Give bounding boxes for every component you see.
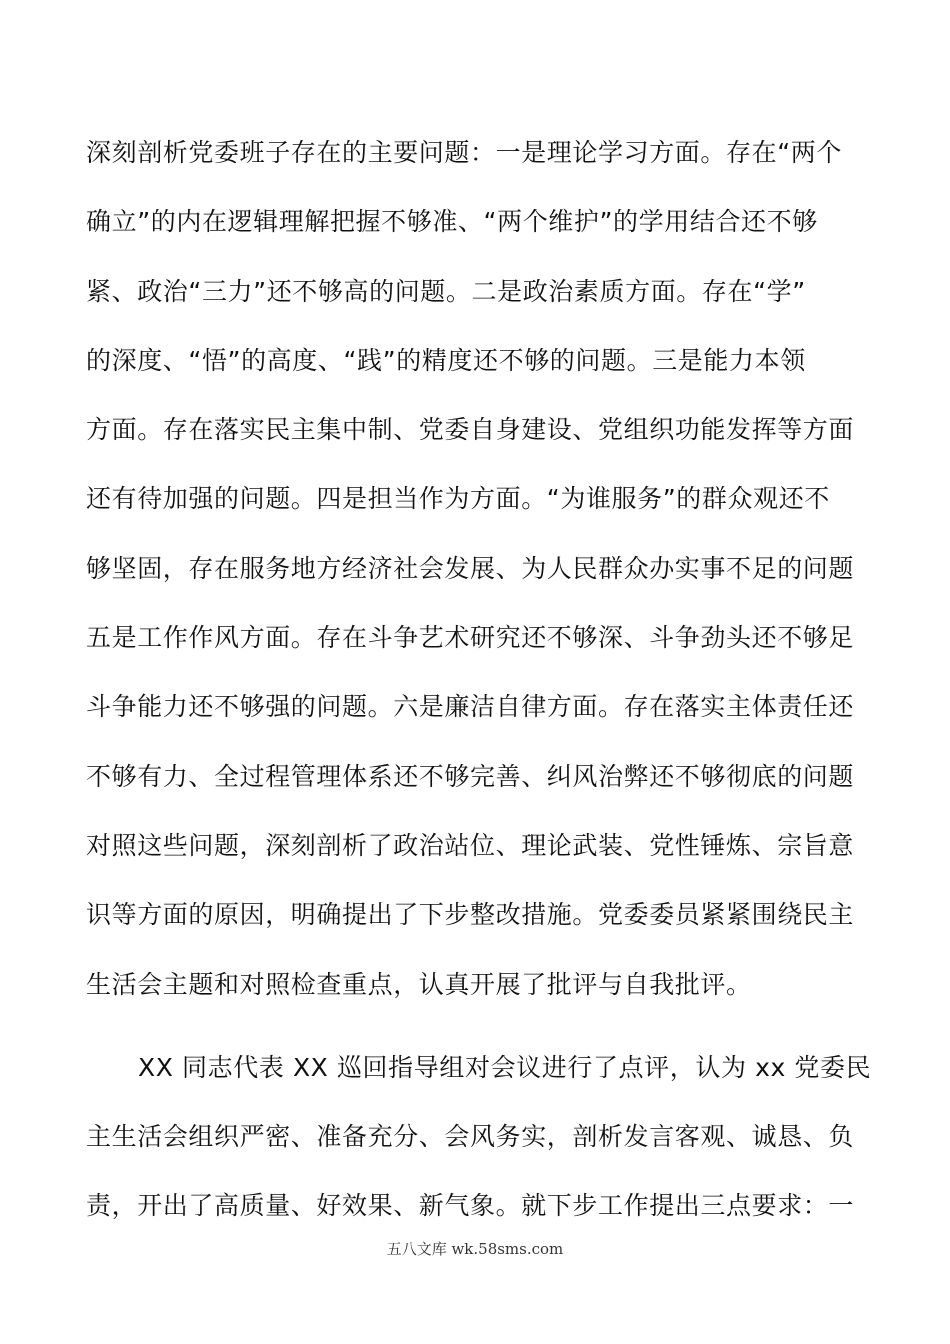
paragraph-1 xyxy=(86,118,866,1019)
text-line: 够坚固，存在服务地方经济社会发展、为人民群众办实事不足的问题 xyxy=(86,553,855,583)
text-line: 主生活会组织严密、准备充分、会风务实，剖析发言客观、诚恳、负 xyxy=(86,1122,855,1152)
text-line: 斗争能力还不够强的问题。六是廉洁自律方面。存在落实主体责任还 xyxy=(86,692,855,722)
text-line: 五是工作作风方面。存在斗争艺术研究还不够深、斗争劲头还不够足 xyxy=(86,623,855,653)
text-line: 紧、政治“三力”还不够高的问题。二是政治素质方面。存在“学” xyxy=(86,276,806,306)
text-line: XX 同志代表 XX 巡回指导组对会议进行了点评，认为 xx 党委民 xyxy=(138,1052,872,1082)
text-line: 识等方面的原因，明确提出了下步整改措施。党委委员紧紧围绕民主 xyxy=(86,900,855,930)
footer-watermark: 五八文库 wk.58sms.com xyxy=(386,1240,564,1258)
text-line: 方面。存在落实民主集中制、党委自身建设、党组织功能发挥等方面 xyxy=(86,415,855,445)
text-line: 不够有力、全过程管理体系还不够完善、纠风治弊还不够彻底的问题 xyxy=(86,761,855,791)
text-line: 对照这些问题，深刻剖析了政治站位、理论武装、党性锤炼、宗旨意 xyxy=(86,830,855,860)
text-line: 确立”的内在逻辑理解把握不够准、“两个维护”的学用结合还不够 xyxy=(86,207,818,237)
text-line: 深刻剖析党委班子存在的主要问题：一是理论学习方面。存在“两个 xyxy=(86,138,842,167)
document-body xyxy=(86,118,872,1241)
text-line: 还有待加强的问题。四是担当作为方面。“为谁服务”的群众观还不 xyxy=(86,484,830,514)
text-line: 生活会主题和对照检查重点，认真开展了批评与自我批评。 xyxy=(86,969,752,999)
text-line: 的深度、“悟”的高度、“践”的精度还不够的问题。三是能力本领 xyxy=(86,345,806,375)
paragraph-spacer xyxy=(86,1019,866,1033)
text-line: 责，开出了高质量、好效果、新气象。就下步工作提出三点要求：一 xyxy=(86,1191,855,1221)
paragraph-2 xyxy=(86,1033,872,1241)
